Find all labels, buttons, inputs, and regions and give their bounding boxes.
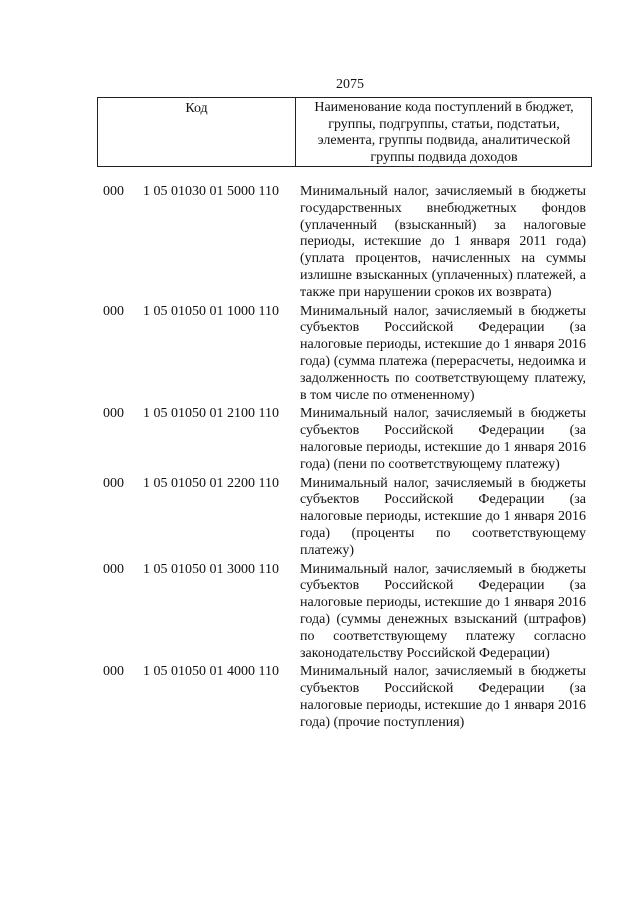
- revenue-code: 1 05 01050 01 3000 110: [143, 561, 279, 577]
- admin-code: 000: [103, 664, 124, 680]
- admin-code: 000: [103, 184, 124, 199]
- revenue-description: Минимальный налог, зачисляемый в бюджеты субъектов Российской Федерации (за налоговые периоды, истекшие до 1 января 2016 года) (проценты по соответствующему платежу): [300, 475, 586, 558]
- admin-code: 000: [103, 303, 124, 319]
- revenue-code: 1 05 01050 01 2200 110: [143, 475, 279, 491]
- revenue-description: Минимальный налог, зачисляемый в бюджеты государственных внебюджетных фондов (уплаченный (взысканный) за налоговые периоды, истекшие до 1 января 2011 года) (уплата процентов, начисленных на суммы излишне взысканных (уплаченных) платежей, а также при нарушении сроков их возврата): [300, 184, 586, 300]
- revenue-code: 1 05 01050 01 4000 110: [143, 664, 279, 680]
- revenue-code-list: [0, 184, 640, 734]
- revenue-description: Минимальный налог, зачисляемый в бюджеты субъектов Российской Федерации (за налоговые периоды, истекшие до 1 января 2016 года) (суммы денежных взысканий (штрафов) по соответствующему платежу согласно законодательству Российской Федерации): [300, 561, 586, 661]
- header-name-label: Наименование кода поступлений в бюджет, группы, подгруппы, статьи, подстатьи, элемента, группы подвида, аналитической группы подвида доходов: [314, 100, 574, 165]
- table-row: [0, 476, 640, 560]
- table-header: [97, 97, 592, 167]
- admin-code: 000: [103, 406, 124, 422]
- revenue-code: 1 05 01050 01 2100 110: [143, 406, 279, 422]
- table-row: [0, 406, 640, 473]
- revenue-code: 1 05 01050 01 1000 110: [143, 303, 279, 319]
- table-row: [0, 184, 640, 302]
- revenue-description: Минимальный налог, зачисляемый в бюджеты субъектов Российской Федерации (за налоговые периоды, истекшие до 1 января 2016 года) (пени по соответствующему платежу): [300, 406, 586, 472]
- admin-code: 000: [103, 561, 124, 577]
- table-row: [0, 304, 640, 405]
- revenue-description: Минимальный налог, зачисляемый в бюджеты субъектов Российской Федерации (за налоговые периоды, истекшие до 1 января 2016 года) (сумма платежа (перерасчеты, недоимка и задолженность по соответствующему платежу, в том числе по отмененному): [300, 303, 586, 403]
- table-row: [0, 664, 640, 731]
- page-number: 2075: [336, 77, 364, 92]
- table-row: [0, 562, 640, 663]
- admin-code: 000: [103, 475, 124, 491]
- revenue-code: 1 05 01030 01 5000 110: [143, 184, 279, 199]
- header-code-label: Код: [185, 101, 208, 116]
- revenue-description: Минимальный налог, зачисляемый в бюджеты субъектов Российской Федерации (за налоговые периоды, истекшие до 1 января 2016 года) (прочие поступления): [300, 664, 586, 730]
